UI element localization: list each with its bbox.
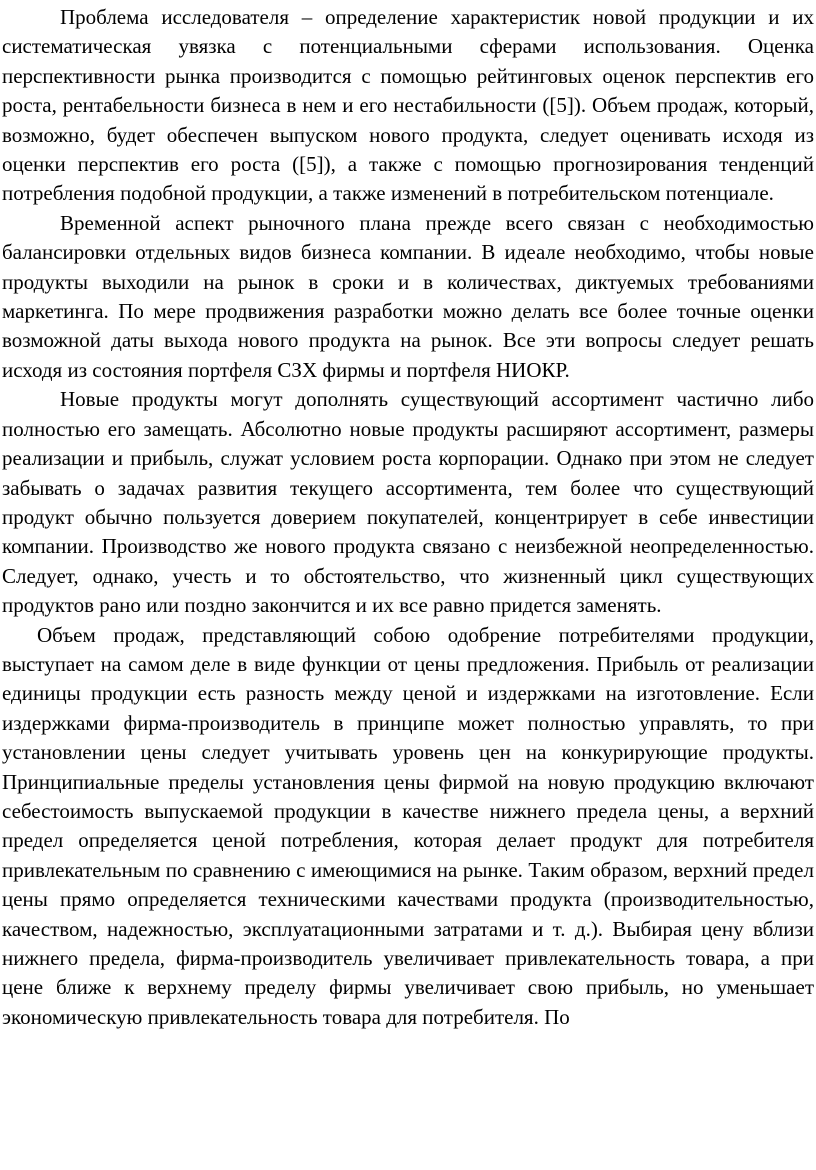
paragraph-new-products: Новые продукты могут дополнять существующий ассортимент частично либо полностью его замещать. Абсолютно новые продукты расширяют ассортимент, размеры реализации и прибыль, служат условием роста корпорации. Однако при этом не следует забывать о задачах развития текущего ассортимента, тем более что существующий продукт обычно пользуется доверием покупателей, концентрирует в себе инвестиции компании. Производство же нового продукта связано с неизбежной неопределенностью. Следует, однако, учесть и то обстоятельство, что жизненный цикл существующих продуктов рано или поздно закончится и их все равно придется заменять. [2, 387, 814, 618]
paragraph-time-aspect: Временной аспект рыночного плана прежде всего связан с необходимостью балансировки отдельных видов бизнеса компании. В идеале необходимо, чтобы новые продукты выходили на рынок в сроки и в количествах, диктуемых требованиями маркетинга. По мере продвижения разработки можно делать все более точные оценки возможной даты выхода нового продукта на рынок. Все эти вопросы следует решать исходя из состояния портфеля СЗХ фирмы и портфеля НИОКР. [2, 210, 814, 382]
paragraph-product-research: Проблема исследователя – определение характеристик новой продукции и их систематическая увязка с потенциальными сферами использования. Оценка перспективности рынка производится с помощью рейтинговых оценок перспектив его роста, рентабельности бизнеса в нем и его нестабильности ([5]). Объем продаж, который, возможно, будет обеспечен выпуском нового продукта, следует оценивать исходя из оценки перспектив его роста ([5]), а также с помощью прогнозирования тенденций потребления подобной продукции, а также изменений в потребительском потенциале. [2, 5, 814, 206]
paragraph-sales-volume: Объем продаж, представляющий собою одобрение потребителями продукции, выступает на самом деле в виде функции от цены предложения. Прибыль от реализации единицы продукции есть разность между ценой и издержками на изготовление. Если издержками фирма-производитель в принципе может полностью управлять, то при установлении цены следует учитывать уровень цен на конкурирующие продукты. Принципиальные пределы установления цены фирмой на новую продукцию включают себестоимость выпускаемой продукции в качестве нижнего предела цены, а верхний предел определяется ценой потребления, которая делает продукт для потребителя привлекательным по сравнению с имеющимися на рынке. Таким образом, верхний предел цены прямо определяется техническими качествами продукта (производительностью, качеством, надежностью, эксплуатационными затратами и т. д.). Выбирая цену вблизи нижнего предела, фирма-производитель увеличивает привлекательность товара, а при цене ближе к верхнему пределу фирмы увеличивает свою прибыль, но уменьшает экономическую привлекательность товара для потребителя. По [2, 622, 814, 1029]
